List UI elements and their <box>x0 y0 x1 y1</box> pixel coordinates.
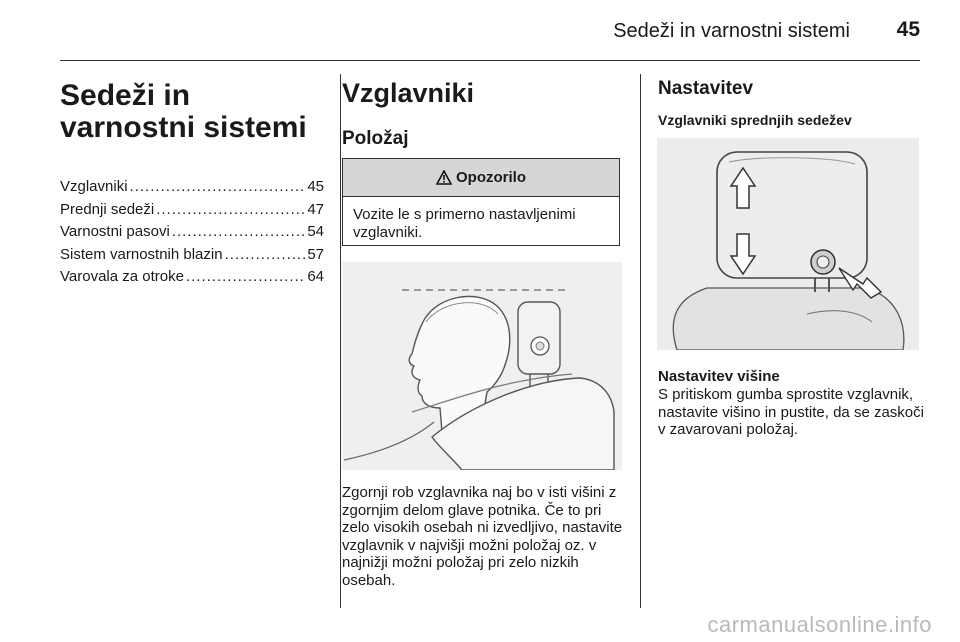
table-of-contents <box>60 178 324 291</box>
toc-entry[interactable] <box>60 223 324 246</box>
watermark: carmanualsonline.info <box>707 612 932 637</box>
position-paragraph: Zgornji rob vzglavnika naj bo v isti višini z zgornjim delom glave potnika. Če to pri zelo visokih osebah ni izvedljivo, nastavite vzglavnik v najvišji možni položaj oz. v najnižji možni položaj pri zelo nizkih osebah. <box>342 484 623 589</box>
toc-leader <box>172 223 306 240</box>
chapter-title: Sedeži in varnostni sistemi <box>60 79 307 144</box>
toc-page: 54 <box>307 223 324 240</box>
column-divider-right <box>640 74 641 608</box>
toc-leader <box>130 178 306 195</box>
warning-text: Vozite le s primerno nastavljenimi vzglavniki. <box>353 206 576 241</box>
toc-label: Sistem varnostnih blazin <box>60 245 223 263</box>
adjustment-title: Nastavitev <box>658 78 754 99</box>
header-divider <box>60 60 920 61</box>
page-number: 45 <box>896 18 920 41</box>
header-title: Sedeži in varnostni sistemi <box>613 20 850 42</box>
front-seat-head-restraint-illustration <box>657 138 919 350</box>
height-adjustment-title: Nastavitev višine <box>658 368 780 385</box>
warning-title: Opozorilo <box>456 169 526 186</box>
warning-header <box>343 159 619 197</box>
toc-label: Prednji sedeži <box>60 200 155 218</box>
toc-entry[interactable] <box>60 268 324 291</box>
toc-page: 64 <box>307 268 324 285</box>
toc-label: Varovala za otroke <box>60 268 184 285</box>
height-adjustment-text: S pritiskom gumba sprostite vzglavnik, nastavite višino in pustite, da se zaskoči v zavarovani položaj. <box>658 386 924 438</box>
head-restraint-position-illustration <box>342 262 622 470</box>
toc-entry[interactable] <box>60 246 324 269</box>
warning-box <box>342 158 620 246</box>
toc-label: Varnostni pasovi <box>60 223 170 240</box>
column-divider-left <box>340 74 341 608</box>
toc-label: Vzglavniki <box>60 178 128 195</box>
toc-leader <box>186 268 305 285</box>
toc-leader <box>156 201 305 218</box>
toc-page: 47 <box>307 200 324 218</box>
toc-entry[interactable] <box>60 201 324 224</box>
adjustment-subtitle: Vzglavniki sprednjih sedežev <box>658 112 852 128</box>
section-subtitle: Položaj <box>342 128 409 149</box>
toc-entry[interactable] <box>60 178 324 201</box>
section-title: Vzglavniki <box>342 78 475 108</box>
toc-leader <box>225 246 306 263</box>
toc-page: 57 <box>307 245 324 263</box>
warning-triangle-icon <box>436 170 452 185</box>
toc-page: 45 <box>307 178 324 195</box>
